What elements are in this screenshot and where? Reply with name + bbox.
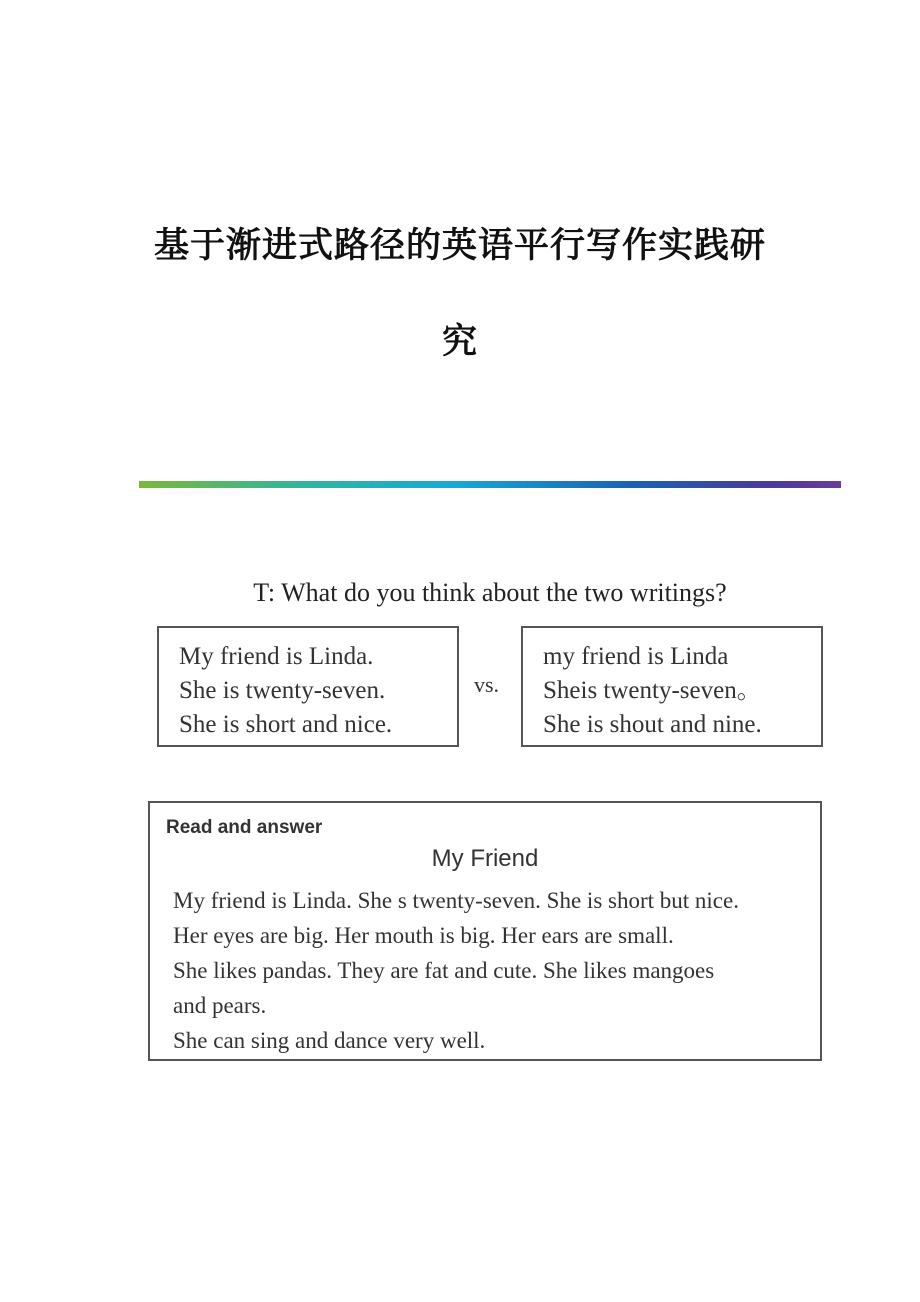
writing-box-incorrect <box>521 626 823 747</box>
vs-label: vs. <box>474 672 500 697</box>
passage-line: and pears. <box>173 993 267 1018</box>
writing-line: She is twenty-seven. <box>179 677 386 704</box>
read-and-answer-box <box>148 801 822 1061</box>
writing-line: My friend is Linda. <box>179 643 374 670</box>
writing-line: She is short and nice. <box>179 711 393 738</box>
document-title-line-1: 基于渐进式路径的英语平行写作实践研 <box>153 225 766 266</box>
passage-line: My friend is Linda. She s twenty-seven. She is short but nice. <box>173 888 739 913</box>
writing-box-correct <box>157 626 459 747</box>
writing-line: Sheis twenty-seven。 <box>543 677 762 704</box>
document-title-line-2: 究 <box>441 321 478 362</box>
gradient-divider <box>139 481 841 488</box>
passage-text <box>173 883 813 1058</box>
passage-line: She likes pandas. They are fat and cute. She likes mangoes <box>173 958 715 983</box>
writing-line: She is shout and nine. <box>543 711 762 738</box>
passage-line: She can sing and dance very well. <box>173 1028 486 1053</box>
teacher-question: T: What do you think about the two writings? <box>253 578 727 607</box>
read-and-answer-label: Read and answer <box>166 817 323 838</box>
writing-line: my friend is Linda <box>543 643 729 670</box>
passage-title: My Friend <box>431 845 539 872</box>
passage-line: Her eyes are big. Her mouth is big. Her ears are small. <box>173 923 674 948</box>
